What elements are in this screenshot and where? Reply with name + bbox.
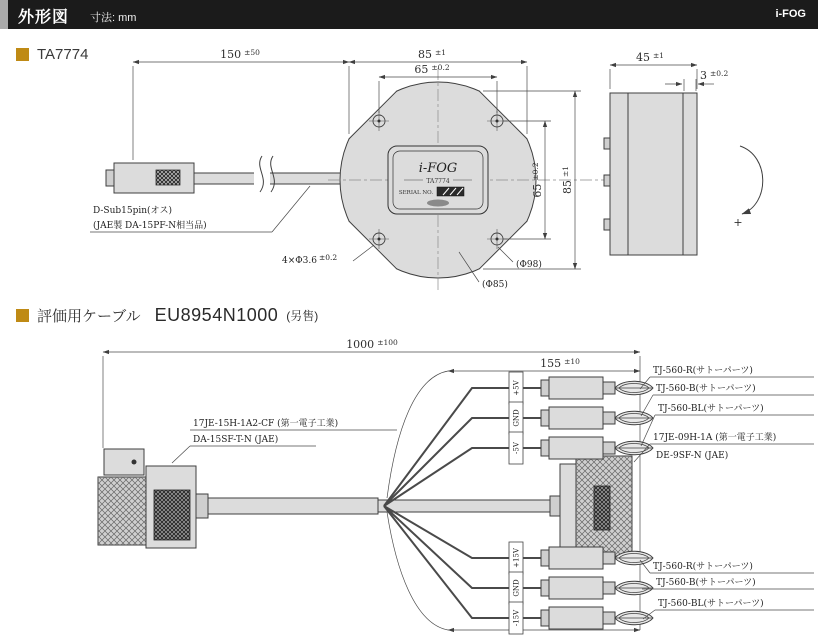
banana-plug — [541, 377, 653, 399]
tag-gnd-bottom: GND — [512, 579, 521, 597]
cable-section-label: 評価用ケーブル — [37, 308, 141, 325]
screw-head — [604, 219, 610, 230]
plug-label-bottom-bl: TJ-560-BL(サトーパーツ) — [658, 599, 764, 609]
banana-plug — [541, 437, 653, 459]
da15-connector — [98, 449, 196, 548]
cable-model: EU8954N1000 — [154, 305, 279, 325]
de9-connector — [550, 456, 632, 556]
screw-head — [604, 138, 610, 149]
dim-branch-top: 155 $^{\pm 10}$ — [540, 357, 580, 370]
banana-plug — [541, 607, 653, 629]
cable-labels — [172, 365, 814, 619]
label-diameter-85: (Φ85) — [482, 280, 508, 290]
tag-gnd-top: GND — [512, 409, 521, 427]
model-name: TA7774 — [37, 46, 89, 63]
brand-label: i-FOG — [775, 8, 806, 20]
label-mount-holes: 4×Φ3.6 $^{\pm 0.2}$ — [282, 253, 338, 266]
plug-label-top-b: TJ-560-B(サトーパーツ) — [656, 384, 756, 394]
outline-drawing-ta7774 — [0, 45, 818, 300]
right-connector-label1: 17JE-09H-1A (第一電子工業) — [653, 433, 777, 443]
section-bullet-icon — [16, 48, 29, 61]
cable-sold-separately-note: (另售) — [286, 309, 319, 323]
plug-label-bottom-r: TJ-560-R(サトーパーツ) — [653, 562, 753, 572]
header-accent-stripe — [0, 0, 8, 29]
dim-height-outer: $85^{\pm 1}$ — [561, 165, 574, 195]
plug-label-top-r: TJ-560-R(サトーパーツ) — [653, 366, 753, 376]
dsub-note-line2: (JAE製 DA-15PF-N相当品) — [93, 221, 207, 231]
header-bar — [0, 0, 818, 29]
dsub-note-line1: D-Sub15pin(オス) — [93, 206, 172, 216]
label-diameter-98: (Φ98) — [516, 260, 542, 270]
plate-serial-label: SERIAL NO. — [398, 190, 434, 196]
section-title-cable — [16, 305, 318, 326]
unit-label: 寸法: mm — [90, 12, 137, 24]
dim-overall-length: 1000 $^{\pm 100}$ — [346, 338, 398, 351]
page-title: 外形図 — [18, 9, 70, 26]
right-connector-label2: DE-9SF-N (JAE) — [656, 451, 729, 461]
tag-plus15v: +15V — [512, 548, 521, 568]
left-connector-label2: DA-15SF-T-N (JAE) — [193, 435, 279, 445]
banana-plug — [541, 547, 653, 569]
dsub-connector — [106, 156, 342, 193]
plug-label-top-bl: TJ-560-BL(サトーパーツ) — [658, 404, 764, 414]
screw-head — [604, 175, 610, 186]
name-plate — [388, 146, 488, 214]
dim-width-inner: 65 $^{\pm 0.2}$ — [414, 63, 450, 76]
banana-plug — [541, 577, 653, 599]
section-title-ta7774 — [16, 46, 88, 63]
left-connector-label1: 17JE-15H-1A2-CF (第一電子工業) — [193, 419, 339, 429]
section-bullet-icon — [16, 309, 29, 322]
dim-flange: 3 $^{\pm 0.2}$ — [700, 69, 729, 82]
dim-cable-length: 150 $^{\pm 50}$ — [220, 48, 260, 61]
dim-width-outer: 85 $^{\pm 1}$ — [417, 48, 447, 61]
tag-minus5v: -5V — [512, 442, 521, 454]
banana-plug — [541, 407, 653, 429]
tag-minus15v: -15V — [512, 609, 521, 627]
dim-height-inner: $65^{\pm 0.2}$ — [531, 162, 544, 198]
plate-product-name: i-FOG — [418, 161, 458, 176]
plug-label-bottom-b: TJ-560-B(サトーパーツ) — [656, 578, 756, 588]
tag-plus5v: +5V — [512, 380, 521, 396]
plate-model: TA7774 — [426, 178, 450, 185]
maker-logo-mark — [427, 200, 449, 207]
dim-depth: 45 $^{\pm 1}$ — [635, 51, 665, 64]
rotation-sign: + — [733, 216, 743, 229]
middle-cable — [378, 500, 550, 512]
side-view — [604, 93, 763, 255]
rotation-arrow-icon — [740, 146, 763, 214]
cable-drawing — [0, 335, 818, 640]
